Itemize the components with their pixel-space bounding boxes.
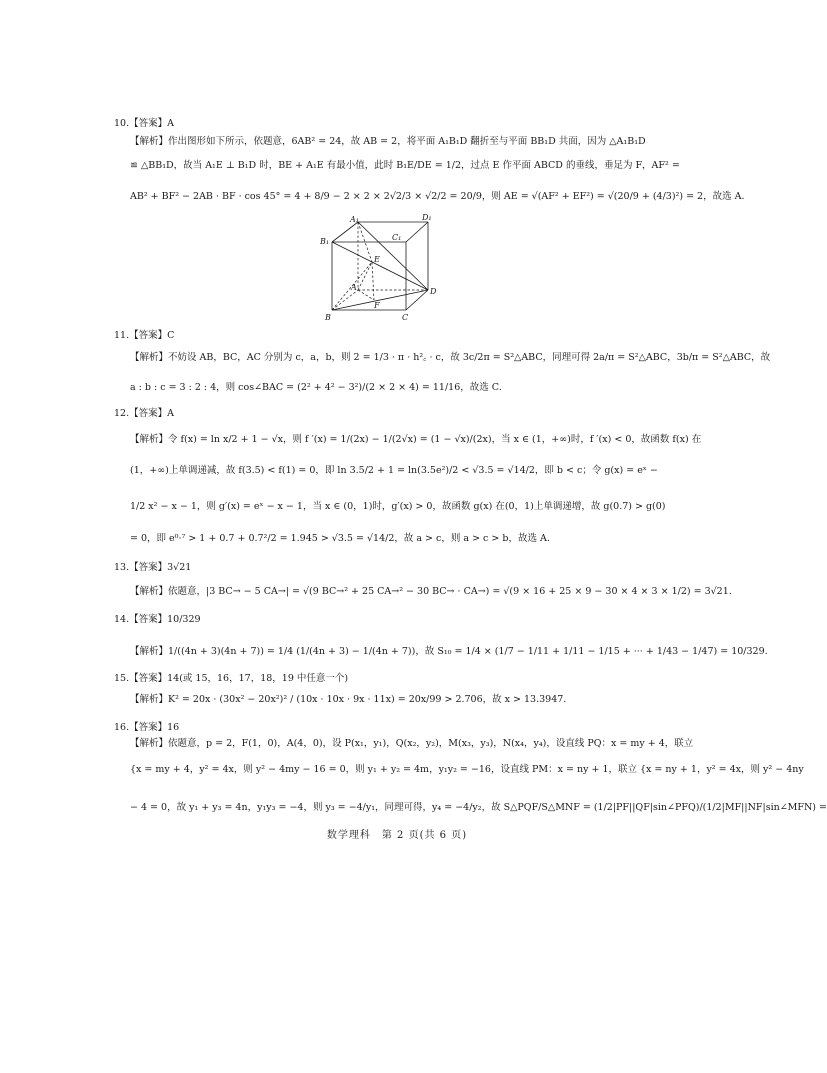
- segment-b1-d: [332, 242, 428, 290]
- q11-answer-heading: 11.【答案】C: [114, 330, 175, 341]
- q12-answer-heading: 12.【答案】A: [114, 408, 174, 419]
- label-e: E: [374, 255, 380, 264]
- q14-answer-heading: 14.【答案】10/329: [114, 614, 201, 625]
- label-a: A: [351, 283, 357, 292]
- segment-b-d: [332, 290, 428, 310]
- q15-answer-heading: 15.【答案】14(或 15，16，17，18，19 中任意一个): [114, 673, 349, 684]
- label-f: F: [374, 301, 380, 310]
- q12-analysis-line-2: (1，+∞)上单调递减，故 f(3.5) < f(1) = 0，即 ln 3.5/2 + 1 = ln(3.5e²)/2 < √3.5 = √14/2，即 b < c；令 g(x) = eˣ −: [130, 465, 658, 476]
- label-b: B: [325, 313, 331, 322]
- q12-analysis-line-3: 1/2 x² − x − 1，则 g′(x) = eˣ − x − 1，当 x ∈ (0，1)时，g′(x) > 0，故函数 g(x) 在(0，1)上单调递增，故 g(0.7) > g(0): [130, 501, 666, 512]
- q14-analysis-line-1: 【解析】1/((4n + 3)(4n + 7)) = 1/4 (1/(4n + 3) − 1/(4n + 7))，故 S₁₀ = 1/4 × (1/7 − 1/11 + 1/11 − 1/15 + ··· + 1/43 − 1/47) = 10/329.: [130, 646, 768, 657]
- label-d1: D₁: [422, 213, 432, 222]
- cube-geometry-figure: [318, 212, 436, 324]
- q16-analysis-line-3: − 4 = 0，故 y₁ + y₃ = 4n，y₁y₃ = −4，则 y₃ = −4/y₁，同理可得，y₄ = −4/y₂，故 S△PQF/S△MNF = (1/2|PF||QF|sin∠PFQ)/(1/2|MF||NF|sin∠MFN) =: [130, 802, 827, 813]
- q13-answer-heading: 13.【答案】3√21: [114, 562, 192, 573]
- q10-analysis-line-1: 【解析】作出图形如下所示，依题意，6AB² = 24，故 AB = 2，将平面 A₁B₁D 翻折至与平面 BB₁D 共面，因为 △A₁B₁D: [130, 136, 646, 147]
- hidden-segment-a-f: [358, 290, 374, 300]
- q10-analysis-line-2: ≌ △BB₁D，故当 A₁E ⊥ B₁D 时，BE + A₁E 有最小值，此时 B₁E/DE = 1/2，过点 E 作平面 ABCD 的垂线，垂足为 F，AF² =: [130, 160, 680, 171]
- q12-analysis-line-4: = 0，即 e⁰·⁷ > 1 + 0.7 + 0.7²/2 = 1.945 > √3.5 = √14/2，故 a > c，则 a > c > b，故选 A.: [130, 533, 550, 544]
- edge-c-d: [406, 290, 428, 310]
- cube-figure-svg: [318, 212, 436, 324]
- edge-c1-d1: [406, 222, 428, 242]
- q10-analysis-line-3: AB² + BF² − 2AB · BF · cos 45° = 4 + 8/9 − 2 × 2 × 2√2/3 × √2/2 = 20/9，则 AE = √(AF² + EF²) = √(20/9 + (4/3)²) = 2，故选 A.: [130, 191, 745, 202]
- q10-answer-heading: 10.【答案】A: [114, 118, 174, 129]
- q13-analysis-line-1: 【解析】依题意，|3 BC→ − 5 CA→| = √(9 BC→² + 25 CA→² − 30 BC→ · CA→) = √(9 × 16 + 25 × 9 − 30 × 4 × 3 × 1/2) = 3√21.: [130, 586, 732, 597]
- label-c1: C₁: [392, 233, 402, 242]
- q11-analysis-line-1: 【解析】不妨设 AB，BC，AC 分别为 c，a，b，则 2 = 1/3 · π · h²꜀ · c，故 3c/2π = S²△ABC，同理可得 2a/π = S²△ABC，3b/π = S²△ABC，故: [130, 352, 771, 363]
- q16-analysis-line-2: {x = my + 4，y² = 4x，则 y² − 4my − 16 = 0，则 y₁ + y₂ = 4m，y₁y₂ = −16，设直线 PM：x = ny + 1，联立 {x = ny + 1，y² = 4x，则 y² − 4ny: [130, 764, 804, 775]
- page-footer: 数学理科 第 2 页(共 6 页): [326, 830, 468, 841]
- q16-answer-heading: 16.【答案】16: [114, 722, 180, 733]
- hidden-segment-a-e: [358, 262, 372, 290]
- edge-b1-a1: [332, 222, 358, 242]
- q11-analysis-line-2: a : b : c = 3 : 2 : 4，则 cos∠BAC = (2² + 4² − 3²)/(2 × 2 × 4) = 11/16，故选 C.: [130, 382, 502, 393]
- q15-analysis-line-1: 【解析】K² = 20x · (30x² − 20x²)² / (10x · 10x · 9x · 11x) = 20x/99 > 2.706，故 x > 13.3947.: [130, 694, 567, 705]
- label-d: D: [430, 287, 437, 296]
- q12-analysis-line-1: 【解析】令 f(x) = ln x/2 + 1 − √x，则 f ′(x) = 1/(2x) − 1/(2√x) = (1 − √x)/(2x)，当 x ∈ (1，+∞)时，f ′(x) < 0，故函数 f(x) 在: [130, 434, 702, 445]
- label-c: C: [402, 313, 409, 322]
- hidden-segment-e-f: [372, 262, 374, 300]
- q16-analysis-line-1: 【解析】依题意，p = 2，F(1，0)，A(4，0)，设 P(x₁，y₁)，Q(x₂，y₂)，M(x₃，y₃)，N(x₄，y₄)，设直线 PQ：x = my + 4，联立: [130, 738, 694, 749]
- label-a1: A₁: [350, 215, 359, 224]
- label-b1: B₁: [320, 237, 330, 246]
